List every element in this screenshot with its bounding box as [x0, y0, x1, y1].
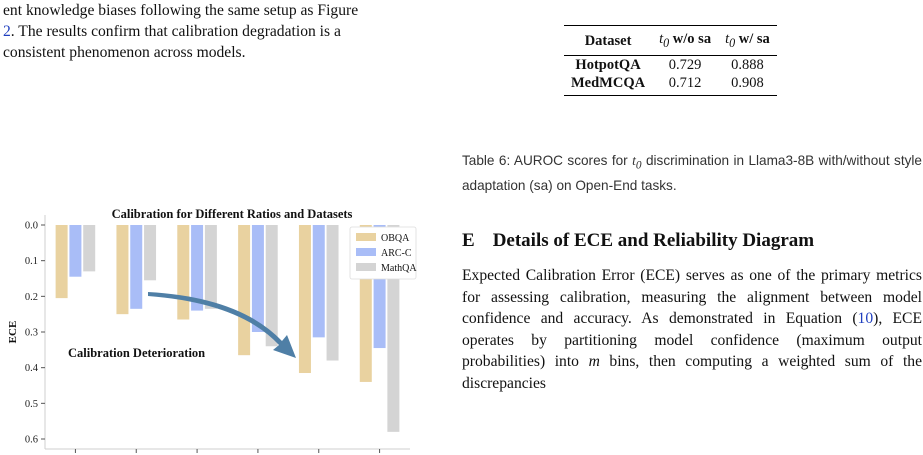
chart-title: Calibration for Different Ratios and Datasets: [111, 207, 353, 221]
y-tick-label: 0.0: [24, 220, 38, 232]
equation-ref-link[interactable]: 10: [857, 310, 874, 328]
body-text-1: Expected Calibration Error (ECE) serves as one of the primary metrics for assessing calibration, measuring the alignment between model confidence and accuracy. As demonstrated in Equation (: [462, 267, 922, 328]
bar-arcc-5-0: [69, 225, 81, 277]
table-header-row: [564, 26, 777, 56]
bar-mathqa-2-3: [266, 225, 278, 346]
section-heading: [462, 230, 814, 252]
bar-mathqa-5-0: [83, 225, 95, 271]
body-text-2: ), ECE operates by partitioning model confidence (maximum output probabilities) into: [462, 310, 922, 371]
cell-w-sa: 0.888: [731, 56, 764, 73]
body-text-3: bins, then computing a weighted sum of the discrepancies: [462, 353, 922, 392]
legend-label-mathqa: MathQA: [381, 263, 417, 274]
legend-swatch-obqa: [356, 233, 376, 241]
bar-arcc-2-3: [252, 225, 264, 332]
bar-obqa-5-0: [56, 225, 68, 298]
header-math-sub-2: 0: [729, 35, 736, 50]
header-w-sa: [718, 26, 777, 56]
legend-swatch-arcc: [356, 248, 376, 256]
header-math-t-2: t: [725, 31, 730, 47]
y-axis-label: ECE: [7, 320, 19, 344]
section-title: Details of ECE and Reliability Diagram: [492, 230, 815, 251]
legend-label-obqa: OBQA: [381, 233, 410, 244]
y-tick-label: 0.2: [24, 291, 38, 303]
cell-w-sa: 0.908: [731, 74, 764, 91]
y-tick-label: 0.3: [24, 327, 38, 339]
y-tick-label: 0.5: [24, 398, 38, 410]
left-paragraph: [3, 0, 448, 63]
bar-obqa-1-4: [299, 225, 311, 373]
left-paragraph-line-3: consistent phenomenon across models.: [3, 44, 246, 61]
ece-bar-chart: [0, 205, 450, 455]
caption-math-sub: 0: [635, 159, 642, 172]
bar-obqa-4-1: [116, 225, 128, 314]
caption-rest: discrimination in Llama3-8B with/without style adaptation (sa) on Open-End tasks.: [462, 153, 922, 193]
header-wo-sa: [652, 26, 718, 56]
annotation-text: Calibration Deterioration: [68, 346, 206, 360]
table-row: [564, 55, 777, 74]
bar-mathqa-3-2: [205, 225, 217, 309]
cell-wo-sa: 0.712: [668, 74, 702, 91]
body-paragraph: [462, 265, 922, 395]
legend-swatch-mathqa: [356, 263, 376, 271]
header-suffix-w: w/ sa: [735, 31, 770, 47]
cell-wo-sa: 0.729: [668, 56, 702, 73]
left-paragraph-line-2: . The results confirm that calibration degradation is a: [10, 23, 341, 40]
table-row: [564, 74, 777, 96]
caption-math-t: t: [632, 153, 636, 168]
left-paragraph-line-1: ent knowledge biases following the same setup as Figure: [3, 2, 359, 19]
table-caption: [462, 151, 922, 195]
header-suffix-wo: w/o sa: [669, 31, 712, 47]
body-math-m: m: [588, 353, 600, 371]
y-tick-label: 0.6: [24, 434, 38, 446]
bar-arcc-1-4: [313, 225, 325, 337]
auroc-table: [564, 25, 777, 96]
header-math-t: t: [659, 31, 664, 47]
y-tick-label: 0.1: [24, 256, 38, 268]
header-dataset: Dataset: [584, 32, 632, 49]
section-number: E: [462, 230, 475, 251]
legend-label-arcc: ARC-C: [381, 248, 412, 259]
caption-prefix: Table 6: AUROC scores for: [462, 153, 633, 168]
cell-dataset: MedMCQA: [571, 74, 646, 91]
bar-obqa-3-2: [177, 225, 189, 320]
y-tick-label: 0.4: [24, 363, 38, 375]
header-math-sub: 0: [663, 35, 670, 50]
bar-arcc-4-1: [130, 225, 142, 309]
bar-mathqa-4-1: [144, 225, 156, 280]
bar-obqa-2-3: [238, 225, 250, 355]
bar-mathqa-1-4: [327, 225, 339, 361]
cell-dataset: HotpotQA: [575, 56, 641, 73]
figure-ref-link[interactable]: 2: [3, 23, 11, 40]
